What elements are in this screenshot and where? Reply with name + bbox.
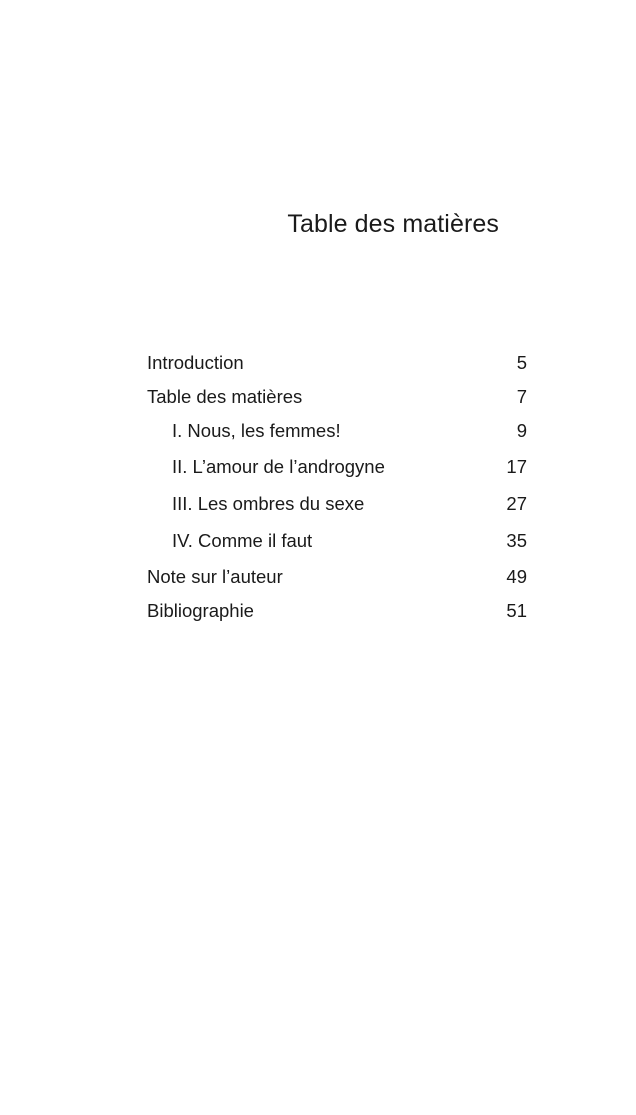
toc-entry-chapter-3[interactable] — [147, 491, 527, 517]
toc-entry-page: 27 — [506, 493, 527, 514]
toc-entry-introduction[interactable] — [147, 350, 527, 376]
toc-entry-label: Table des matières — [147, 386, 303, 407]
toc-entry-chapter-1[interactable] — [147, 418, 527, 444]
toc-entry-label: III. Les ombres du sexe — [172, 493, 365, 514]
page-title: Table des matières — [287, 210, 499, 238]
toc-entry-page: 17 — [506, 456, 527, 477]
toc-entry-chapter-2[interactable] — [147, 454, 527, 480]
toc-entry-label: II. L’amour de l’androgyne — [172, 456, 385, 477]
toc-entry-label: Bibliographie — [147, 600, 254, 621]
toc-entry-label: Note sur l’auteur — [147, 566, 283, 587]
toc-entry-label: I. Nous, les femmes! — [172, 420, 341, 441]
toc-entry-bibliographie[interactable] — [147, 598, 527, 624]
toc-entry-page: 9 — [516, 420, 527, 441]
toc-entry-page: 5 — [516, 352, 527, 373]
toc-entry-label: Introduction — [147, 352, 244, 373]
toc-entry-note-sur-auteur[interactable] — [147, 564, 527, 590]
toc-entry-chapter-4[interactable] — [147, 528, 527, 554]
toc-entry-table-des-matieres[interactable] — [147, 384, 527, 410]
toc-entry-page: 35 — [506, 530, 527, 551]
toc-entry-page: 51 — [506, 600, 527, 621]
toc-entry-page: 49 — [506, 566, 527, 587]
toc-entry-page: 7 — [516, 386, 527, 407]
toc-entry-label: IV. Comme il faut — [172, 530, 313, 551]
